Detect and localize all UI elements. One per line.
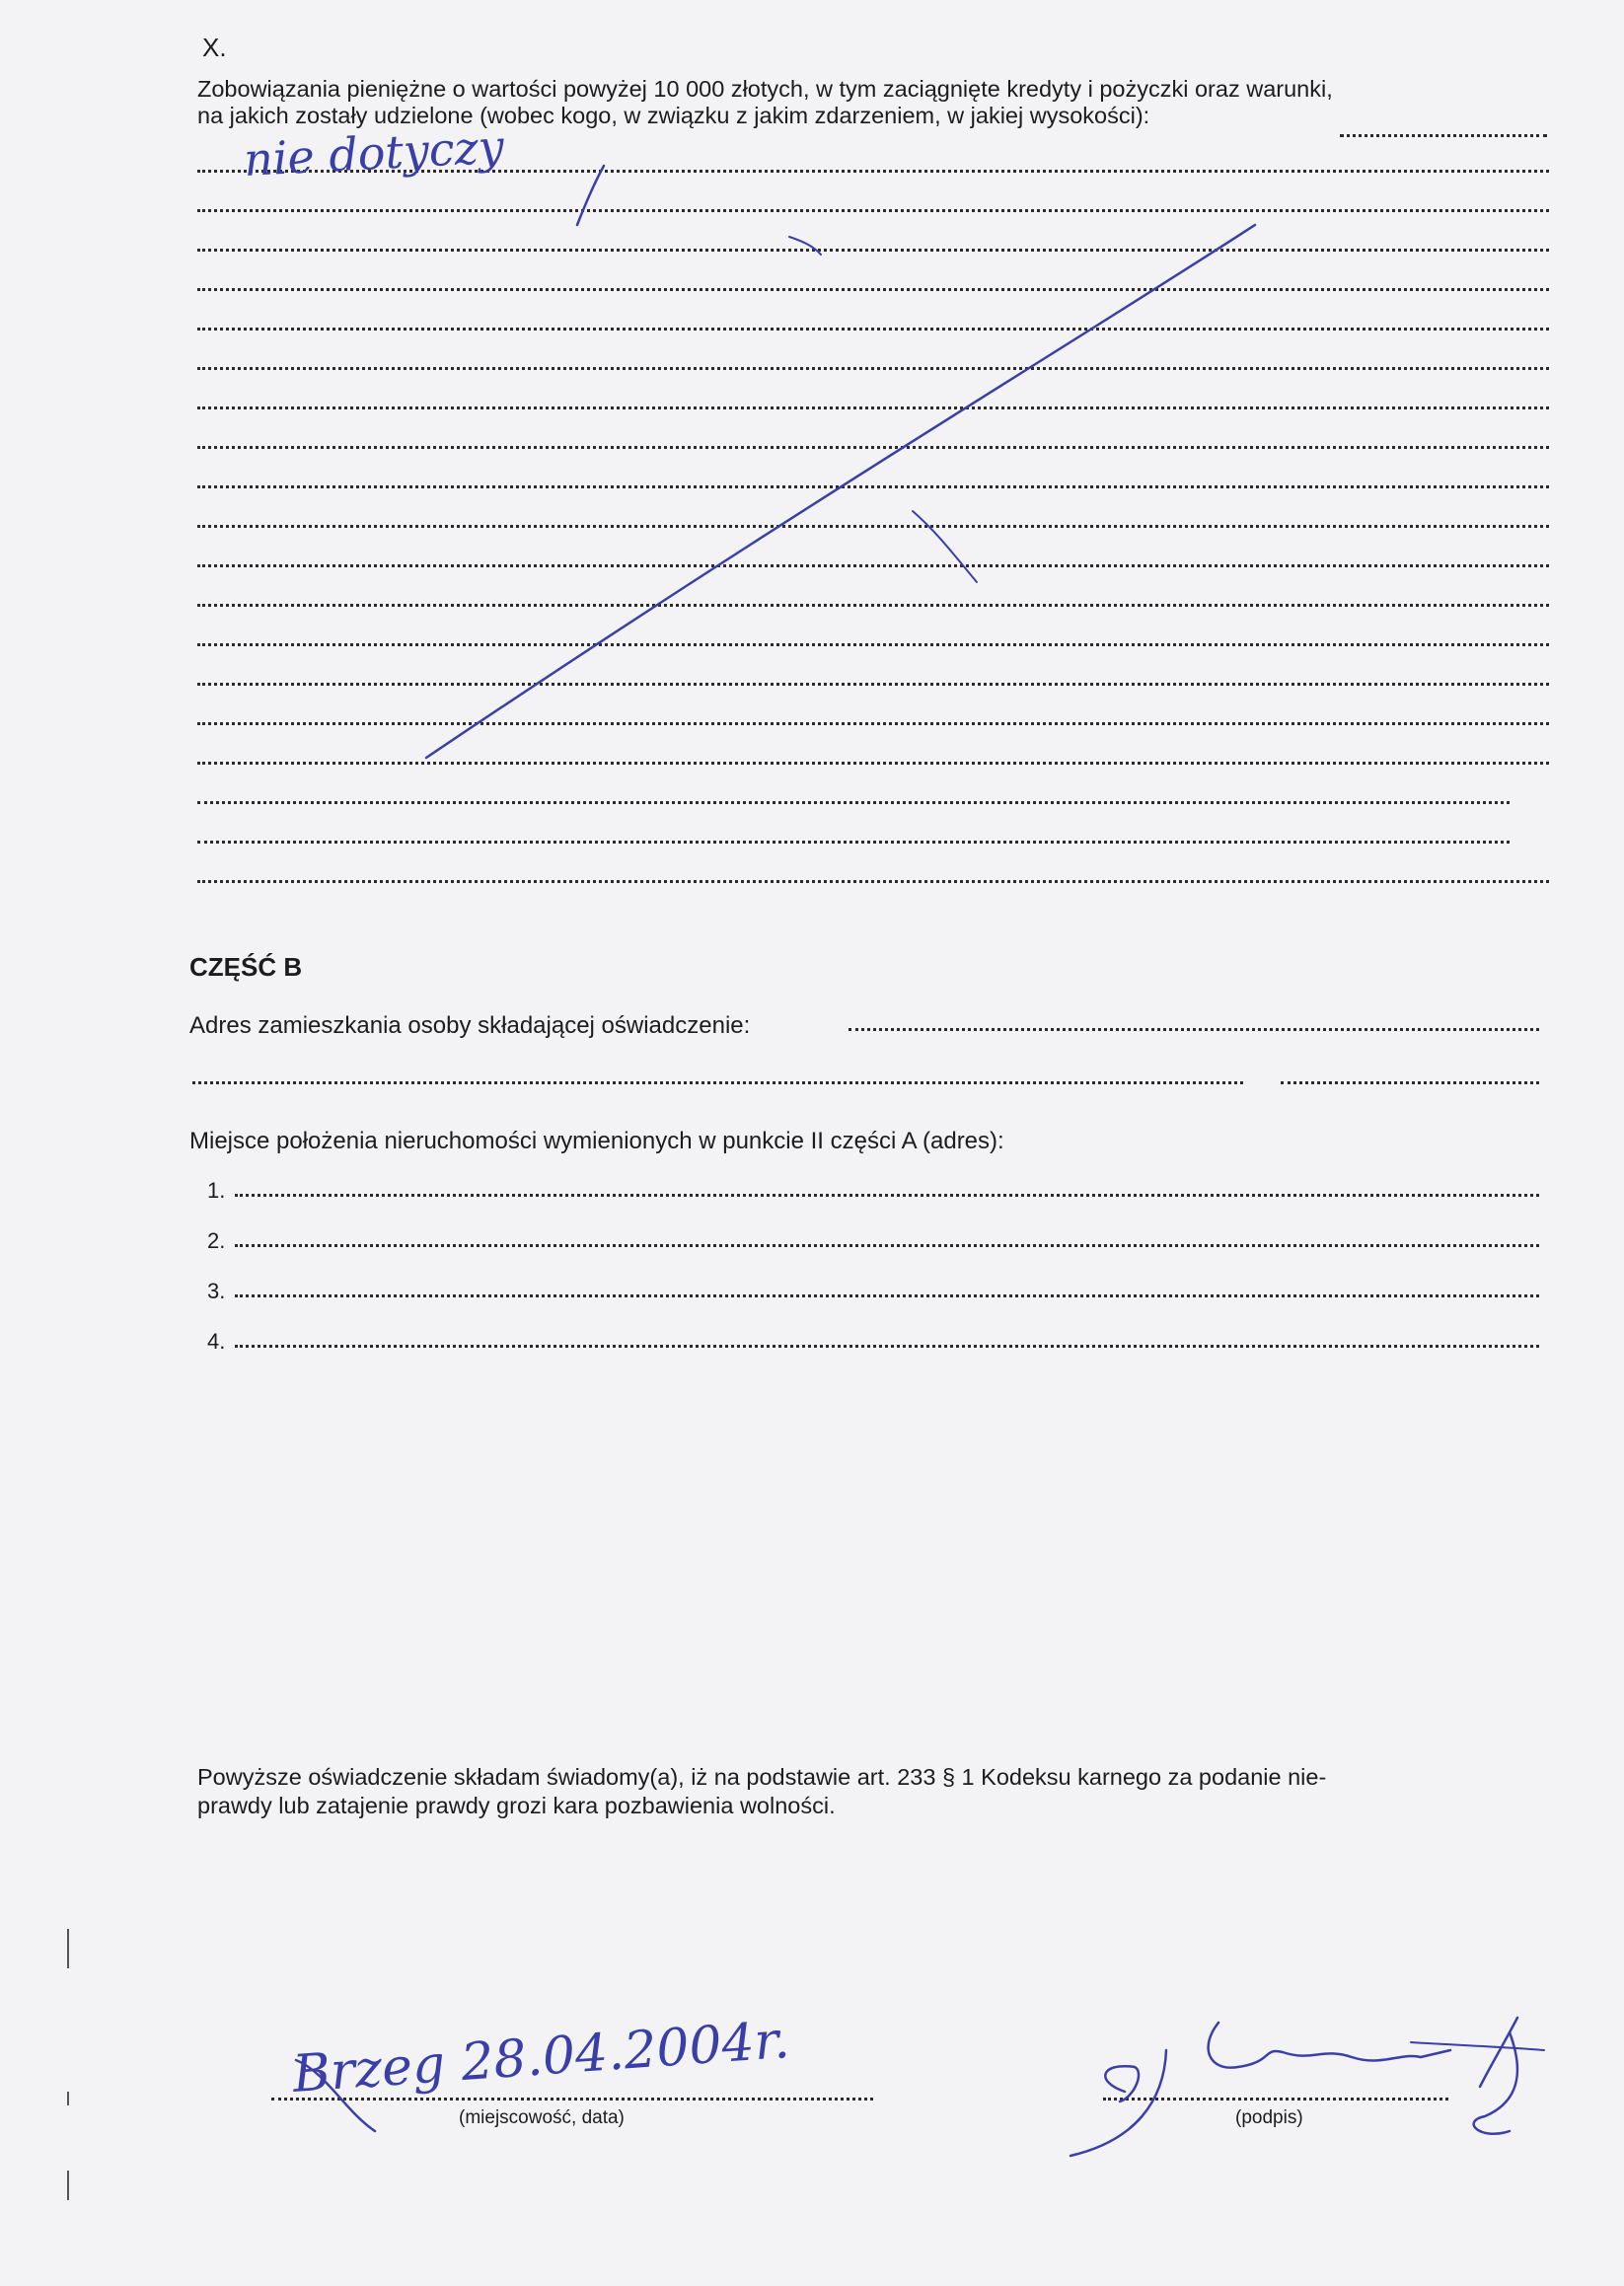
signature-scribble — [1070, 2018, 1544, 2156]
answer-dotted-line — [197, 643, 1549, 646]
answer-dotted-line — [197, 841, 1510, 844]
answer-dotted-line — [1340, 134, 1547, 137]
ink-stroke — [577, 166, 604, 225]
property-label: Miejsce położenia nieruchomości wymienionych w punkcie II części A (adres): — [189, 1128, 1004, 1154]
answer-dotted-line — [197, 249, 1549, 252]
answer-dotted-line — [197, 564, 1549, 567]
property-dotted-line — [235, 1294, 1539, 1297]
address-dotted-line — [849, 1028, 1539, 1031]
section-x-text-line1: Zobowiązania pieniężne o wartości powyżej 10 000 złotych, w tym zaciągnięte kredyty i pożyczki oraz warunki, — [197, 76, 1333, 102]
ink-stroke — [789, 237, 821, 255]
address-dotted-line — [192, 1081, 1243, 1084]
property-dotted-line — [235, 1244, 1539, 1247]
margin-mark — [67, 1929, 69, 1968]
handwritten-answer: nie dotyczy — [242, 119, 505, 186]
place-date-dotted-line — [271, 2098, 873, 2101]
answer-dotted-line — [197, 683, 1549, 686]
strike-through-line — [426, 225, 1255, 758]
handwritten-place-date: Brzeg 28.04.2004r. — [290, 2010, 792, 2104]
section-x-text-line2: na jakich zostały udzielone (wobec kogo, w związku z jakim zdarzeniem, w jakiej wysokości): — [197, 103, 1150, 128]
answer-dotted-line — [197, 880, 1549, 883]
ink-stroke — [913, 511, 977, 582]
property-item-number: 1. — [207, 1178, 226, 1203]
part-b-heading: CZĘŚĆ B — [189, 952, 303, 982]
place-date-label: (miejscowość, data) — [459, 2107, 625, 2128]
section-number: X. — [202, 33, 227, 62]
answer-dotted-line — [197, 367, 1549, 370]
property-item-number: 3. — [207, 1279, 226, 1303]
margin-mark — [67, 2092, 69, 2105]
property-dotted-line — [235, 1194, 1539, 1197]
answer-dotted-line — [197, 485, 1549, 488]
answer-dotted-line — [197, 801, 1510, 804]
margin-mark — [67, 2171, 69, 2200]
signature-label: (podpis) — [1235, 2107, 1303, 2128]
ink-stroke — [296, 2060, 375, 2131]
address-dotted-line — [1281, 1081, 1539, 1084]
answer-dotted-line — [197, 288, 1549, 291]
declaration-line1: Powyższe oświadczenie składam świadomy(a), iż na podstawie art. 233 § 1 Kodeksu karnego za podanie nie- — [197, 1764, 1327, 1790]
answer-dotted-line — [197, 170, 1549, 173]
answer-dotted-line — [197, 525, 1549, 528]
declaration-line2: prawdy lub zatajenie prawdy grozi kara pozbawienia wolności. — [197, 1793, 836, 1818]
answer-dotted-line — [197, 446, 1549, 449]
address-label: Adres zamieszkania osoby składającej oświadczenie: — [189, 1012, 751, 1039]
answer-dotted-line — [197, 722, 1549, 725]
answer-dotted-line — [197, 406, 1549, 409]
answer-dotted-line — [197, 209, 1549, 212]
answer-dotted-line — [197, 762, 1549, 765]
property-item-number: 2. — [207, 1228, 226, 1253]
property-item-number: 4. — [207, 1329, 226, 1354]
answer-dotted-line — [197, 328, 1549, 331]
signature-dotted-line — [1103, 2098, 1448, 2101]
answer-dotted-line — [197, 604, 1549, 607]
property-dotted-line — [235, 1345, 1539, 1348]
